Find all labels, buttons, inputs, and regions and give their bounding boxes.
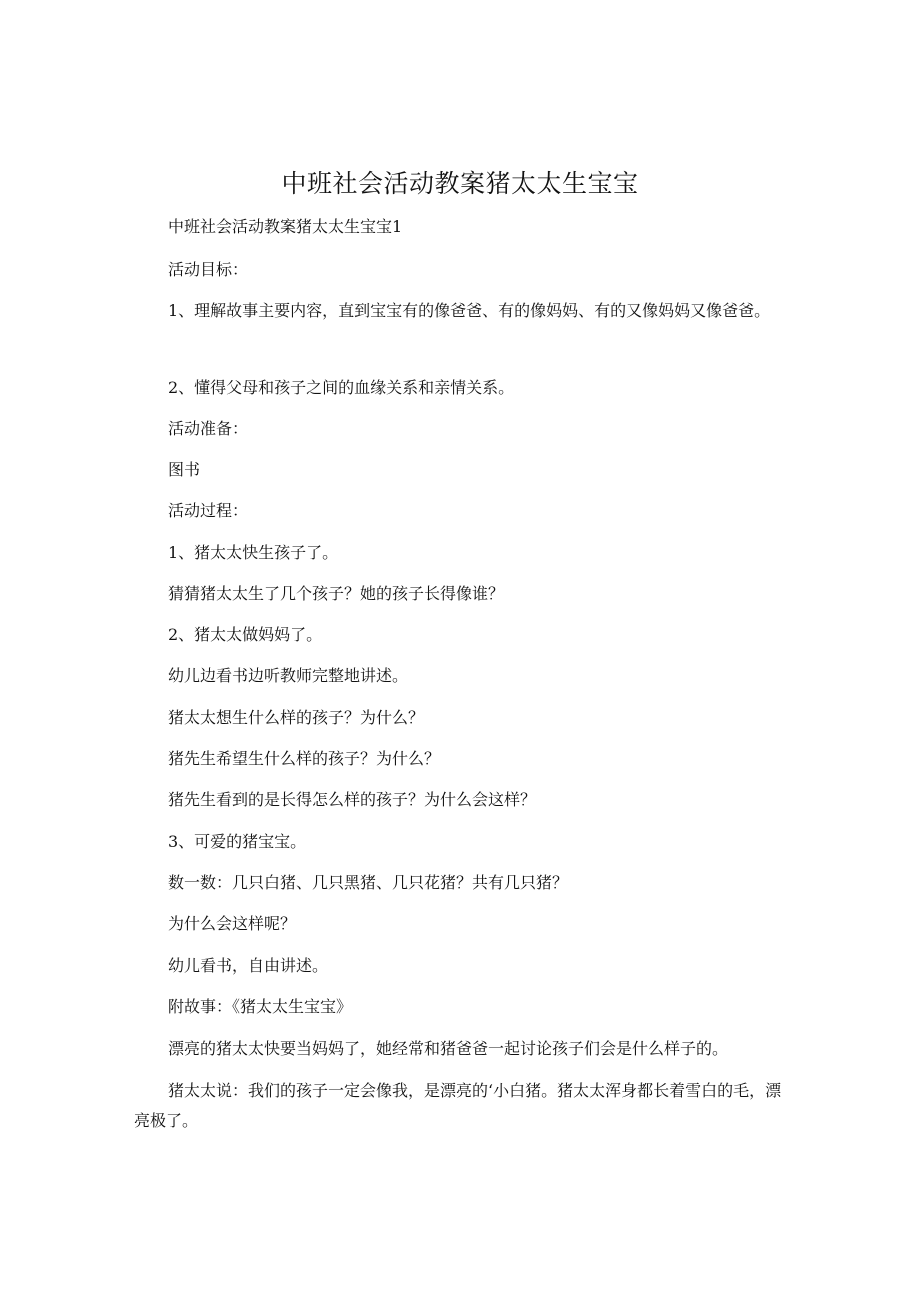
paragraph-story-2: 猪太太说：我们的孩子一定会像我，是漂亮的‘小白猪。猪太太浑身都长着雪白的毛，漂亮极了。 [134, 1081, 782, 1130]
paragraph-subtitle: 中班社会活动教案猪太太生宝宝1 [168, 217, 403, 236]
paragraph-goal-2: 2、懂得父母和孩子之间的血缘关系和亲情关系。 [168, 378, 515, 397]
paragraph-step-1-question: 猜猜猪太太生了几个孩子？她的孩子长得像谁？ [168, 584, 505, 603]
paragraph-step-2-question-2: 猪先生希望生什么样的孩子？为什么？ [168, 749, 441, 768]
paragraph-story-1: 漂亮的猪太太快要当妈妈了，她经常和猪爸爸一起讨论孩子们会是什么样子的。 [168, 1039, 729, 1058]
paragraph-process-heading: 活动过程： [168, 501, 249, 520]
paragraph-step-3: 3、可爱的猪宝宝。 [168, 832, 307, 851]
paragraph-step-1: 1、猪太太快生孩子了。 [168, 543, 339, 562]
paragraph-step-2: 2、猪太太做妈妈了。 [168, 625, 323, 644]
paragraph-story-heading: 附故事：《猪太太生宝宝》 [168, 997, 353, 1016]
paragraph-step-2-activity: 幼儿边看书边听教师完整地讲述。 [168, 666, 409, 685]
paragraph-step-2-question-3: 猪先生看到的是长得怎么样的孩子？为什么会这样？ [168, 790, 537, 809]
paragraph-goals-heading: 活动目标： [168, 260, 249, 279]
paragraph-prep-heading: 活动准备： [168, 419, 249, 438]
paragraph-step-2-question-1: 猪太太想生什么样的孩子？为什么？ [168, 708, 425, 727]
paragraph-step-3-why: 为什么会这样呢？ [168, 914, 297, 933]
document-title: 中班社会活动教案猪太太生宝宝 [281, 169, 639, 198]
paragraph-step-3-count: 数一数：几只白猪、几只黑猪、几只花猪？共有几只猪？ [168, 873, 569, 892]
paragraph-prep-item: 图书 [168, 460, 201, 479]
paragraph-goal-1: 1、理解故事主要内容，直到宝宝有的像爸爸、有的像妈妈、有的又像妈妈又像爸爸。 [168, 301, 771, 320]
paragraph-step-3-activity: 幼儿看书，自由讲述。 [168, 956, 329, 975]
